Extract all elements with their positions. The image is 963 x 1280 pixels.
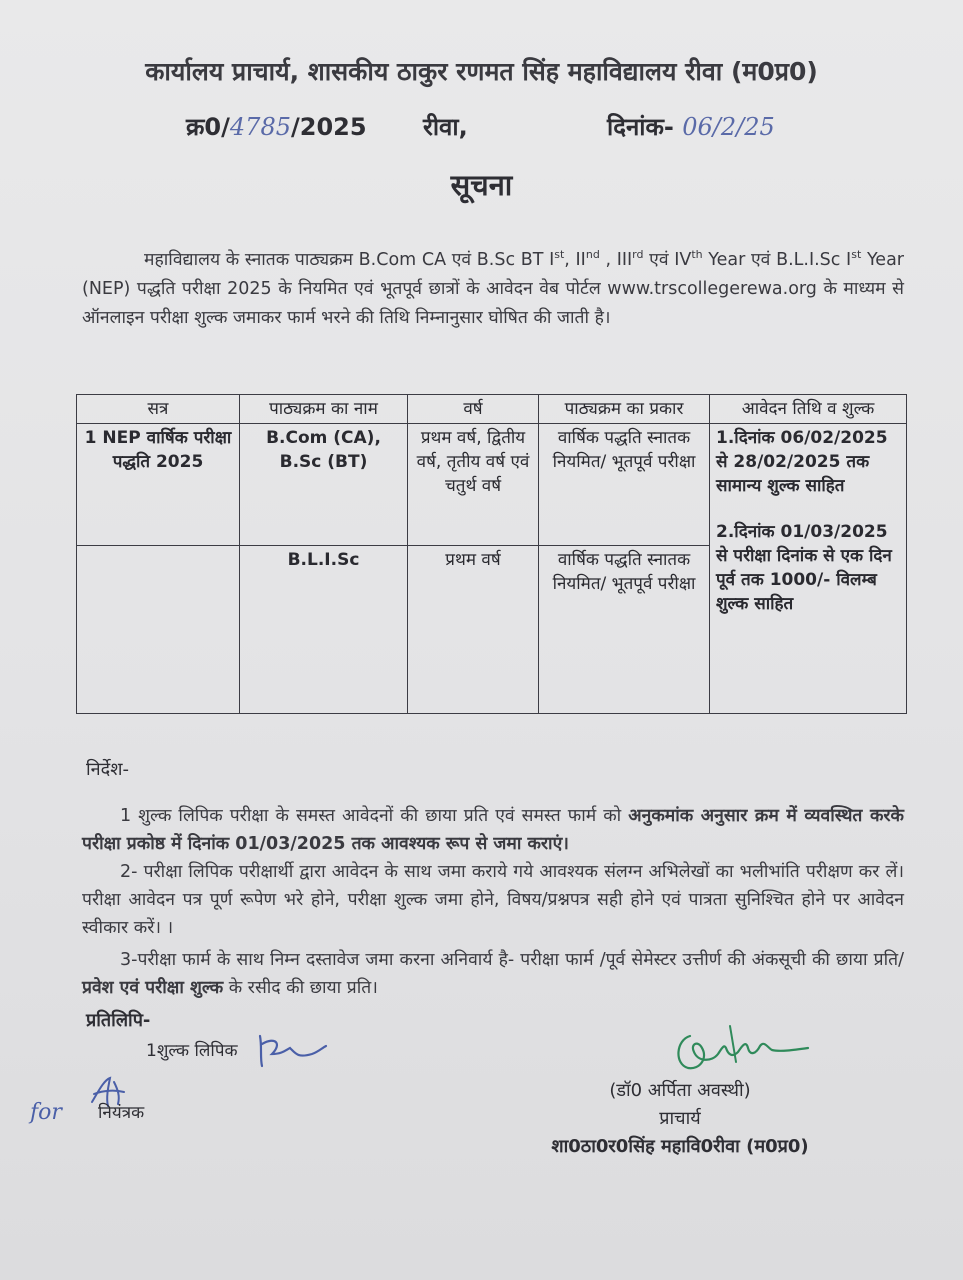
place: रीवा,	[423, 113, 468, 141]
header-course-type: पाठ्यक्रम का प्रकार	[539, 395, 710, 424]
date-label: दिनांक-	[607, 113, 674, 141]
schedule-table	[76, 394, 907, 714]
date-handwritten: 06/2/25	[682, 113, 775, 141]
ref-number-line	[186, 110, 367, 143]
principal-signature	[668, 1018, 818, 1080]
header-year: वर्ष	[408, 395, 539, 424]
principal-designation: प्राचार्य	[659, 1108, 701, 1129]
cell-type: वार्षिक पद्धति स्नातक नियमित/ भूतपूर्व परीक्षा	[539, 546, 710, 714]
header-session: सत्र	[77, 395, 240, 424]
for-note: for	[30, 1100, 62, 1125]
fee-regular: 1.दिनांक 06/02/2025 से 28/02/2025 तक सामान्य शुल्क साहित	[716, 428, 888, 496]
cell-type: वार्षिक पद्धति स्नातक नियमित/ भूतपूर्व परीक्षा	[539, 424, 710, 546]
office-title: कार्यालय प्राचार्य, शासकीय ठाकुर रणमत सिंह महाविद्यालय रीवा (म0प्र0)	[145, 57, 818, 86]
cell-session: 1 NEP वार्षिक परीक्षा पद्धति 2025	[77, 424, 240, 546]
cell-year: प्रथम वर्ष	[408, 546, 539, 714]
notice-title: सूचना	[450, 168, 513, 202]
ref-suffix: /2025	[290, 113, 367, 141]
ref-prefix: क्र0/	[186, 113, 230, 141]
ref-number-handwritten: 4785	[229, 113, 291, 141]
college-abbrev: शा0ठा0र0सिंह महावि0रीवा (म0प्र0)	[551, 1136, 809, 1157]
date-line	[607, 110, 775, 143]
cell-date-fee	[710, 424, 907, 714]
copy-item-fee-clerk: 1शुल्क लिपिक	[146, 1041, 238, 1061]
clerk-initials-signature	[252, 1024, 332, 1074]
cell-session-empty	[77, 546, 240, 714]
direction-2: 2- परीक्षा लिपिक परीक्षार्थी द्वारा आवेदन के साथ जमा कराये गये आवश्यक संलग्न अभिलेखों का भलीभांति परीक्षण कर लें। परीक्षा आवेदन पत्र पूर्ण रूपेण भरे होने, परीक्षा शुल्क जमा होने, विषय/प्रश्नपत्र सही होने एवं पात्रता सुनिश्चित होने पर आवेदन स्वीकार करें। ।	[82, 862, 904, 938]
fee-late: 2.दिनांक 01/03/2025 से परीक्षा दिनांक से एक दिन पूर्व तक 1000/- विलम्ब शुल्क साहित	[716, 522, 892, 614]
table-row	[77, 424, 907, 546]
header-course-name: पाठ्यक्रम का नाम	[240, 395, 408, 424]
table-header-row	[77, 395, 907, 424]
directions-label: निर्देश-	[86, 759, 129, 780]
direction-3: 3-परीक्षा फार्म के साथ निम्न दस्तावेज जमा करना अनिवार्य है- परीक्षा फार्म /पूर्व सेमेस्टर उत्तीर्ण की अंकसूची की छाया प्रति/ प्रवेश एवं परीक्षा शुल्क के रसीद की छाया प्रति।	[82, 950, 904, 998]
principal-name: (डॉ0 अर्पिता अवस्थी)	[609, 1080, 751, 1101]
cell-course: B.Com (CA), B.Sc (BT)	[240, 424, 408, 546]
cell-year: प्रथम वर्ष, द्वितीय वर्ष, तृतीय वर्ष एवं चतुर्थ वर्ष	[408, 424, 539, 546]
copy-item-controller: नियंत्रक	[98, 1103, 145, 1123]
copy-label: प्रतिलिपि-	[86, 1010, 151, 1031]
direction-1: 1 शुल्क लिपिक परीक्षा के समस्त आवेदनों की छाया प्रति एवं समस्त फार्म को अनुकमांक अनुसार क्रम में व्यवस्थित करके परीक्षा प्रकोष्ठ में दिनांक 01/03/2025 तक आवश्यक रूप से जमा कराएं।	[82, 806, 904, 854]
cell-course: B.L.I.Sc	[240, 546, 408, 714]
intro-paragraph: महाविद्यालय के स्नातक पाठ्यक्रम B.Com CA एवं B.Sc BT Ist, IInd , IIIrd एवं IVth Year एवं B.L.I.Sc Ist Year (NEP) पद्धति परीक्षा 2025 के नियमित एवं भूतपूर्व छात्रों के आवेदन वेब पोर्टल www.trscollegerewa.org के माध्यम से ऑनलाइन परीक्षा शुल्क जमाकर फार्म भरने की तिथि निम्नानुसार घोषित की जाती है।	[82, 248, 904, 328]
header-date-fee: आवेदन तिथि व शुल्क	[710, 395, 907, 424]
